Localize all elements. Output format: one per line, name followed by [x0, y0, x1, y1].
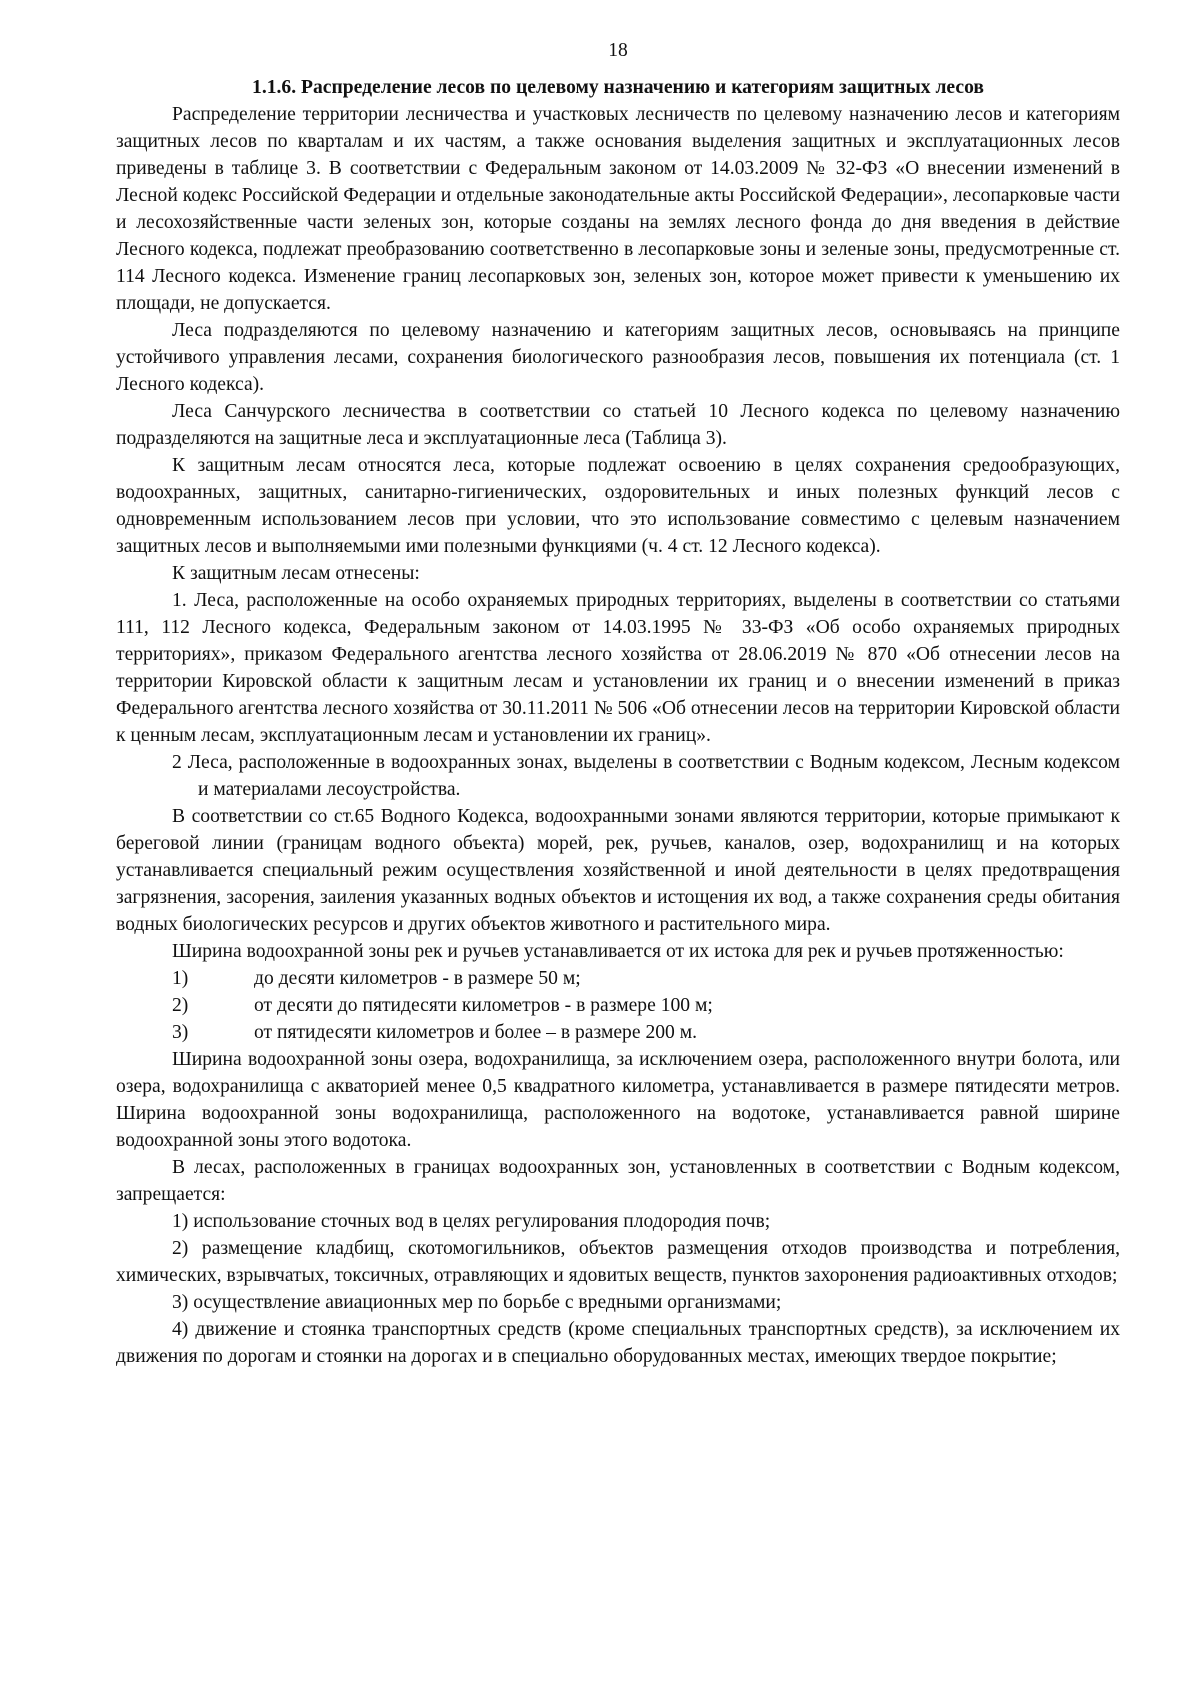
list-item: 1. Леса, расположенные на особо охраняемых природных территориях, выделены в соответствии со статьями 111, 112 Лесного кодекса, Федеральным законом от 14.03.1995 № 33-ФЗ «Об особо охраняемых природных территориях», приказом Федерального агентства лесного хозяйства от 28.06.2019 № 870 «Об отнесении лесов на территории Кировской области к защитным лесам и установлении их границ и о внесении изменений в приказ Федерального агентства лесного хозяйства от 30.11.2011 № 506 «Об отнесении лесов на территории Кировской области к ценным лесам, эксплуатационным лесам и установлении их границ».	[116, 590, 1120, 746]
list-item: 1) использование сточных вод в целях регулирования плодородия почв;	[172, 1211, 771, 1232]
width-item-text: до десяти километров - в размере 50 м;	[254, 968, 581, 989]
page-number: 18	[608, 40, 628, 61]
width-item	[116, 1019, 1120, 1046]
paragraph: К защитным лесам относятся леса, которые подлежат освоению в целях сохранения средообразующих, водоохранных, защитных, санитарно-гигиенических, оздоровительных и иных полезных функций лесов с одновременным использованием лесов при условии, что это использование совместимо с целевым назначением защитных лесов и выполняемыми ими полезными функциями (ч. 4 ст. 12 Лесного кодекса).	[116, 455, 1120, 557]
paragraph: Леса Санчурского лесничества в соответствии со статьей 10 Лесного кодекса по целевому назначению подразделяются на защитные леса и эксплуатационные леса (Таблица 3).	[116, 401, 1120, 449]
width-item-text: от десяти до пятидесяти километров - в размере 100 м;	[254, 995, 713, 1016]
width-item	[116, 992, 1120, 1019]
paragraph: Распределение территории лесничества и участковых лесничеств по целевому назначению лесов и категориям защитных лесов по кварталам и их частям, а также основания выделения защитных и эксплуатационных лесов приведены в таблице 3. В соответствии с Федеральным законом от 14.03.2009 № 32-ФЗ «О внесении изменений в Лесной кодекс Российской Федерации и отдельные законодательные акты Российской Федерации», лесопарковые части и лесохозяйственные части зеленых зон, которые созданы на землях лесного фонда до дня введения в действие Лесного кодекса, подлежат преобразованию соответственно в лесопарковые зоны и зеленые зоны, предусмотренные ст. 114 Лесного кодекса. Изменение границ лесопарковых зон, зеленых зон, которое может привести к уменьшению их площади, не допускается.	[116, 104, 1120, 314]
section-heading: 1.1.6. Распределение лесов по целевому назначению и категориям защитных лесов	[252, 77, 984, 98]
paragraph: К защитным лесам отнесены:	[172, 563, 420, 584]
paragraph: Ширина водоохранной зоны озера, водохранилища, за исключением озера, расположенного внутри болота, или озера, водохранилища с акваторией менее 0,5 квадратного километра, устанавливается в размере пятидесяти метров. Ширина водоохранной зоны водохранилища, расположенного на водотоке, устанавливается равной ширине водоохранной зоны этого водотока.	[116, 1049, 1120, 1151]
width-item-number: 2)	[172, 995, 189, 1016]
width-item-number: 1)	[172, 968, 189, 989]
paragraph: Леса подразделяются по целевому назначению и категориям защитных лесов, основываясь на принципе устойчивого управления лесами, сохранения биологического разнообразия лесов, повышения их потенциала (ст. 1 Лесного кодекса).	[116, 320, 1120, 395]
paragraph: В соответствии со ст.65 Водного Кодекса, водоохранными зонами являются территории, которые примыкают к береговой линии (границам водного объекта) морей, рек, ручьев, каналов, озер, водохранилищ и на которых устанавливается специальный режим осуществления хозяйственной и иной деятельности в целях предотвращения загрязнения, засорения, заиления указанных водных объектов и истощения их вод, а также сохранения среды обитания водных биологических ресурсов и других объектов животного и растительного мира.	[116, 806, 1120, 935]
paragraph: В лесах, расположенных в границах водоохранных зон, установленных в соответствии с Водным кодексом, запрещается:	[116, 1157, 1120, 1205]
document-page	[116, 36, 1120, 1370]
width-item-text: от пятидесяти километров и более – в размере 200 м.	[254, 1022, 698, 1043]
list-item: 3) осуществление авиационных мер по борьбе с вредными организмами;	[172, 1292, 782, 1313]
list-item: 2 Леса, расположенные в водоохранных зонах, выделены в соответствии с Водным кодексом, Лесным кодексом и материалами лесоустройства.	[172, 752, 1120, 800]
list-item: 2) размещение кладбищ, скотомогильников, объектов размещения отходов производства и потребления, химических, взрывчатых, токсичных, отравляющих и ядовитых веществ, пунктов захоронения радиоактивных отходов;	[116, 1238, 1120, 1286]
width-item	[116, 965, 1120, 992]
list-item: 4) движение и стоянка транспортных средств (кроме специальных транспортных средств), за исключением их движения по дорогам и стоянки на дорогах и в специально оборудованных местах, имеющих твердое покрытие;	[116, 1319, 1120, 1367]
paragraph: Ширина водоохранной зоны рек и ручьев устанавливается от их истока для рек и ручьев протяженностью:	[172, 941, 1064, 962]
width-item-number: 3)	[172, 1022, 189, 1043]
